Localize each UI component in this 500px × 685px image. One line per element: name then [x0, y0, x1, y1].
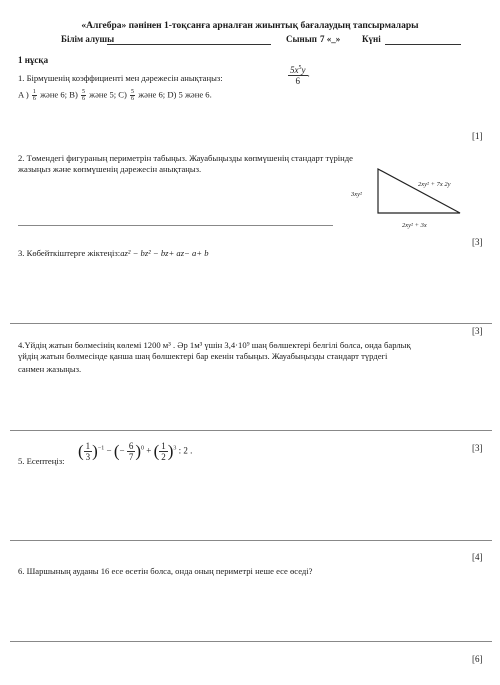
variant-label: 1 нұсқа	[18, 55, 49, 65]
q4-text-line3: санмен жазыңыз.	[18, 364, 82, 374]
q6-answer-line[interactable]	[10, 641, 492, 642]
triangle-shape	[378, 169, 460, 213]
q5-points: [4]	[472, 552, 483, 562]
student-name-field[interactable]	[107, 35, 271, 47]
q1-text: 1. Бірмүшенің коэффициенті мен дәрежесін анықтаңыз:	[18, 73, 223, 83]
q5-text: 5. Есептеңіз:	[18, 456, 65, 466]
day-label: Күні	[362, 34, 381, 44]
page-title: «Алгебра» пәнінен 1-тоқсанға арналған жиынтық бағалаудың тапсырмалары	[81, 21, 419, 31]
triangle-side-bottom: 2xy² + 3x	[402, 222, 427, 229]
day-field[interactable]	[385, 35, 461, 47]
student-label: Білім алушы	[61, 34, 115, 44]
q1-points: [1]	[472, 131, 483, 141]
q1-options: A ) $\frac{1}{6}$ және 6; B) $\frac{5}{6}$ және 5; C) $\frac{5}{6}$ және 6; D) 5 және 6.	[18, 89, 212, 102]
q2-points: [3]	[472, 237, 483, 247]
q2-text-line2: жазыңыз және көпмүшенің дәрежесін анықтаңыз.	[18, 164, 202, 174]
q1-expression: $\frac{5x^5y}{6}$ .	[290, 65, 310, 86]
q2-text-line1: 2. Төмендегі фигураның периметрін табыңыз. Жауабыңызды көпмүшенің стандарт түрінде	[18, 153, 353, 163]
q4-points: [3]	[472, 443, 483, 453]
q3-points: [3]	[472, 326, 483, 336]
q4-text-line1: 4.Үйдің жатын бөлмесінің көлемі 1200 м³ . Әр 1м³ үшін 3,4·10⁹ шаң бөлшектері белгілі болса, онда барлық	[18, 340, 411, 350]
q4-text-line2: үйдің жатын бөлмесінде қанша шаң бөлшектері бар екенін табыңыз. Жауабыңызды стандарт түрдегі	[18, 351, 388, 361]
triangle-side-hypotenuse: 2xy² + 7x 2y	[418, 181, 451, 188]
q5-expression: ( $\frac{1}{3}$ )$^{-1}$ − (− $\frac{6}{7}$ )$^0$ + ( $\frac{1}{2}$ )$^3$ : 2 .	[78, 441, 193, 462]
q5-answer-line[interactable]	[10, 540, 492, 541]
q3-text: 3. Көбейткіштерге жіктеңіз:az² − bz² − bz+ az− a+ b	[18, 248, 209, 258]
triangle-side-left: 3xy²	[351, 191, 362, 198]
q4-answer-line[interactable]	[10, 430, 492, 431]
q6-text: 6. Шаршының ауданы 16 есе өсетін болса, онда оның периметрі неше есе өседі?	[18, 566, 313, 576]
class-label: Сынып	[286, 34, 317, 44]
q6-points: [6]	[472, 654, 483, 664]
q3-answer-line[interactable]	[10, 323, 492, 324]
class-value: 7 «_»	[320, 34, 341, 44]
q2-answer-line[interactable]	[18, 225, 333, 226]
